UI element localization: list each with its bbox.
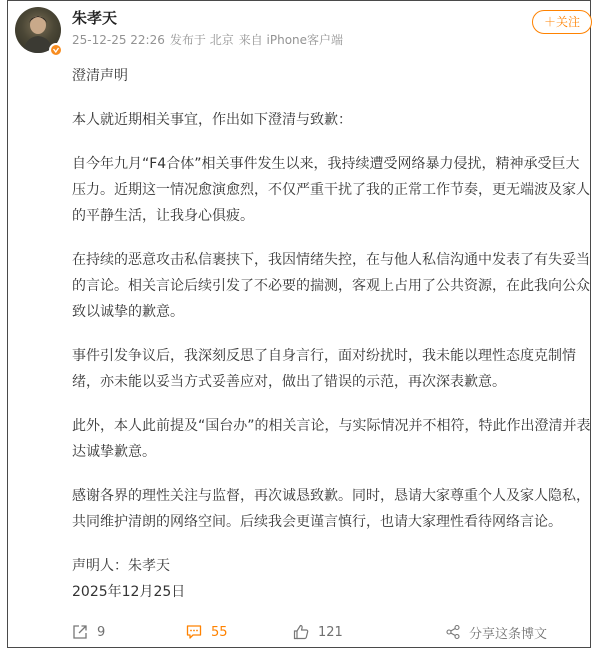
comment-icon: [185, 623, 203, 641]
post-paragraph: 事件引发争议后，我深刻反思了自身言行，面对纷扰时，我未能以理性态度克制情绪，亦未能以妥当方式妥善应对，做出了错误的示范，再次深表歉意。: [72, 348, 576, 390]
post-meta: [72, 32, 343, 48]
share-icon: [445, 624, 461, 640]
post-paragraph: 在持续的恶意攻击私信裹挟下，我因情绪失控，在与他人私信沟通中发表了有失妥当的言论。相关言论后续引发了不必要的揣测，客观上占用了公共资源，在此我向公众致以诚挚的歉意。: [72, 252, 590, 320]
signature-name: 声明人：朱孝天: [72, 558, 170, 574]
post-paragraph: 感谢各界的理性关注与监督，再次诚恳致歉。同时，恳请大家尊重个人及家人隐私，共同维护清朗的网络空间。后续我会更谨言慎行，也请大家理性看待网络言论。: [72, 488, 590, 530]
post-location: 发布于 北京: [169, 33, 234, 47]
repost-icon: [71, 623, 89, 641]
like-count: 121: [318, 624, 343, 640]
post-signature: [72, 553, 592, 605]
weibo-post-card: [7, 0, 591, 648]
post-source: 来自 iPhone客户端: [238, 33, 344, 47]
share-button[interactable]: [445, 622, 547, 642]
post-toolbar: [15, 619, 599, 645]
post-time[interactable]: 25-12-25 22:26: [72, 33, 165, 47]
post-paragraph: 此外，本人此前提及“国台办”的相关言论，与实际情况并不相符，特此作出澄清并表达诚挚歉意。: [72, 418, 591, 460]
post-content: [72, 63, 592, 605]
follow-button[interactable]: ＋关注: [532, 10, 592, 34]
comment-count: 55: [211, 624, 228, 640]
repost-count: 9: [97, 624, 106, 640]
like-button[interactable]: [292, 622, 343, 642]
thumbs-up-icon: [292, 623, 310, 641]
share-label: 分享这条博文: [469, 626, 548, 642]
post-paragraph: 本人就近期相关事宜，作出如下澄清与致歉：: [72, 112, 352, 128]
repost-button[interactable]: [71, 622, 105, 642]
signature-date: 2025年12月25日: [72, 584, 186, 600]
comment-button[interactable]: [185, 622, 228, 642]
post-paragraph: 自今年九月“F4合体”相关事件发生以来，我持续遭受网络暴力侵扰，精神承受巨大压力。近期这一情况愈演愈烈，不仅严重干扰了我的正常工作节奏，更无端波及家人的平静生活，让我身心俱疲。: [72, 156, 590, 224]
verified-badge-icon: [49, 43, 63, 57]
post-title: 澄清声明: [72, 68, 128, 84]
author-name[interactable]: 朱孝天: [72, 9, 118, 27]
